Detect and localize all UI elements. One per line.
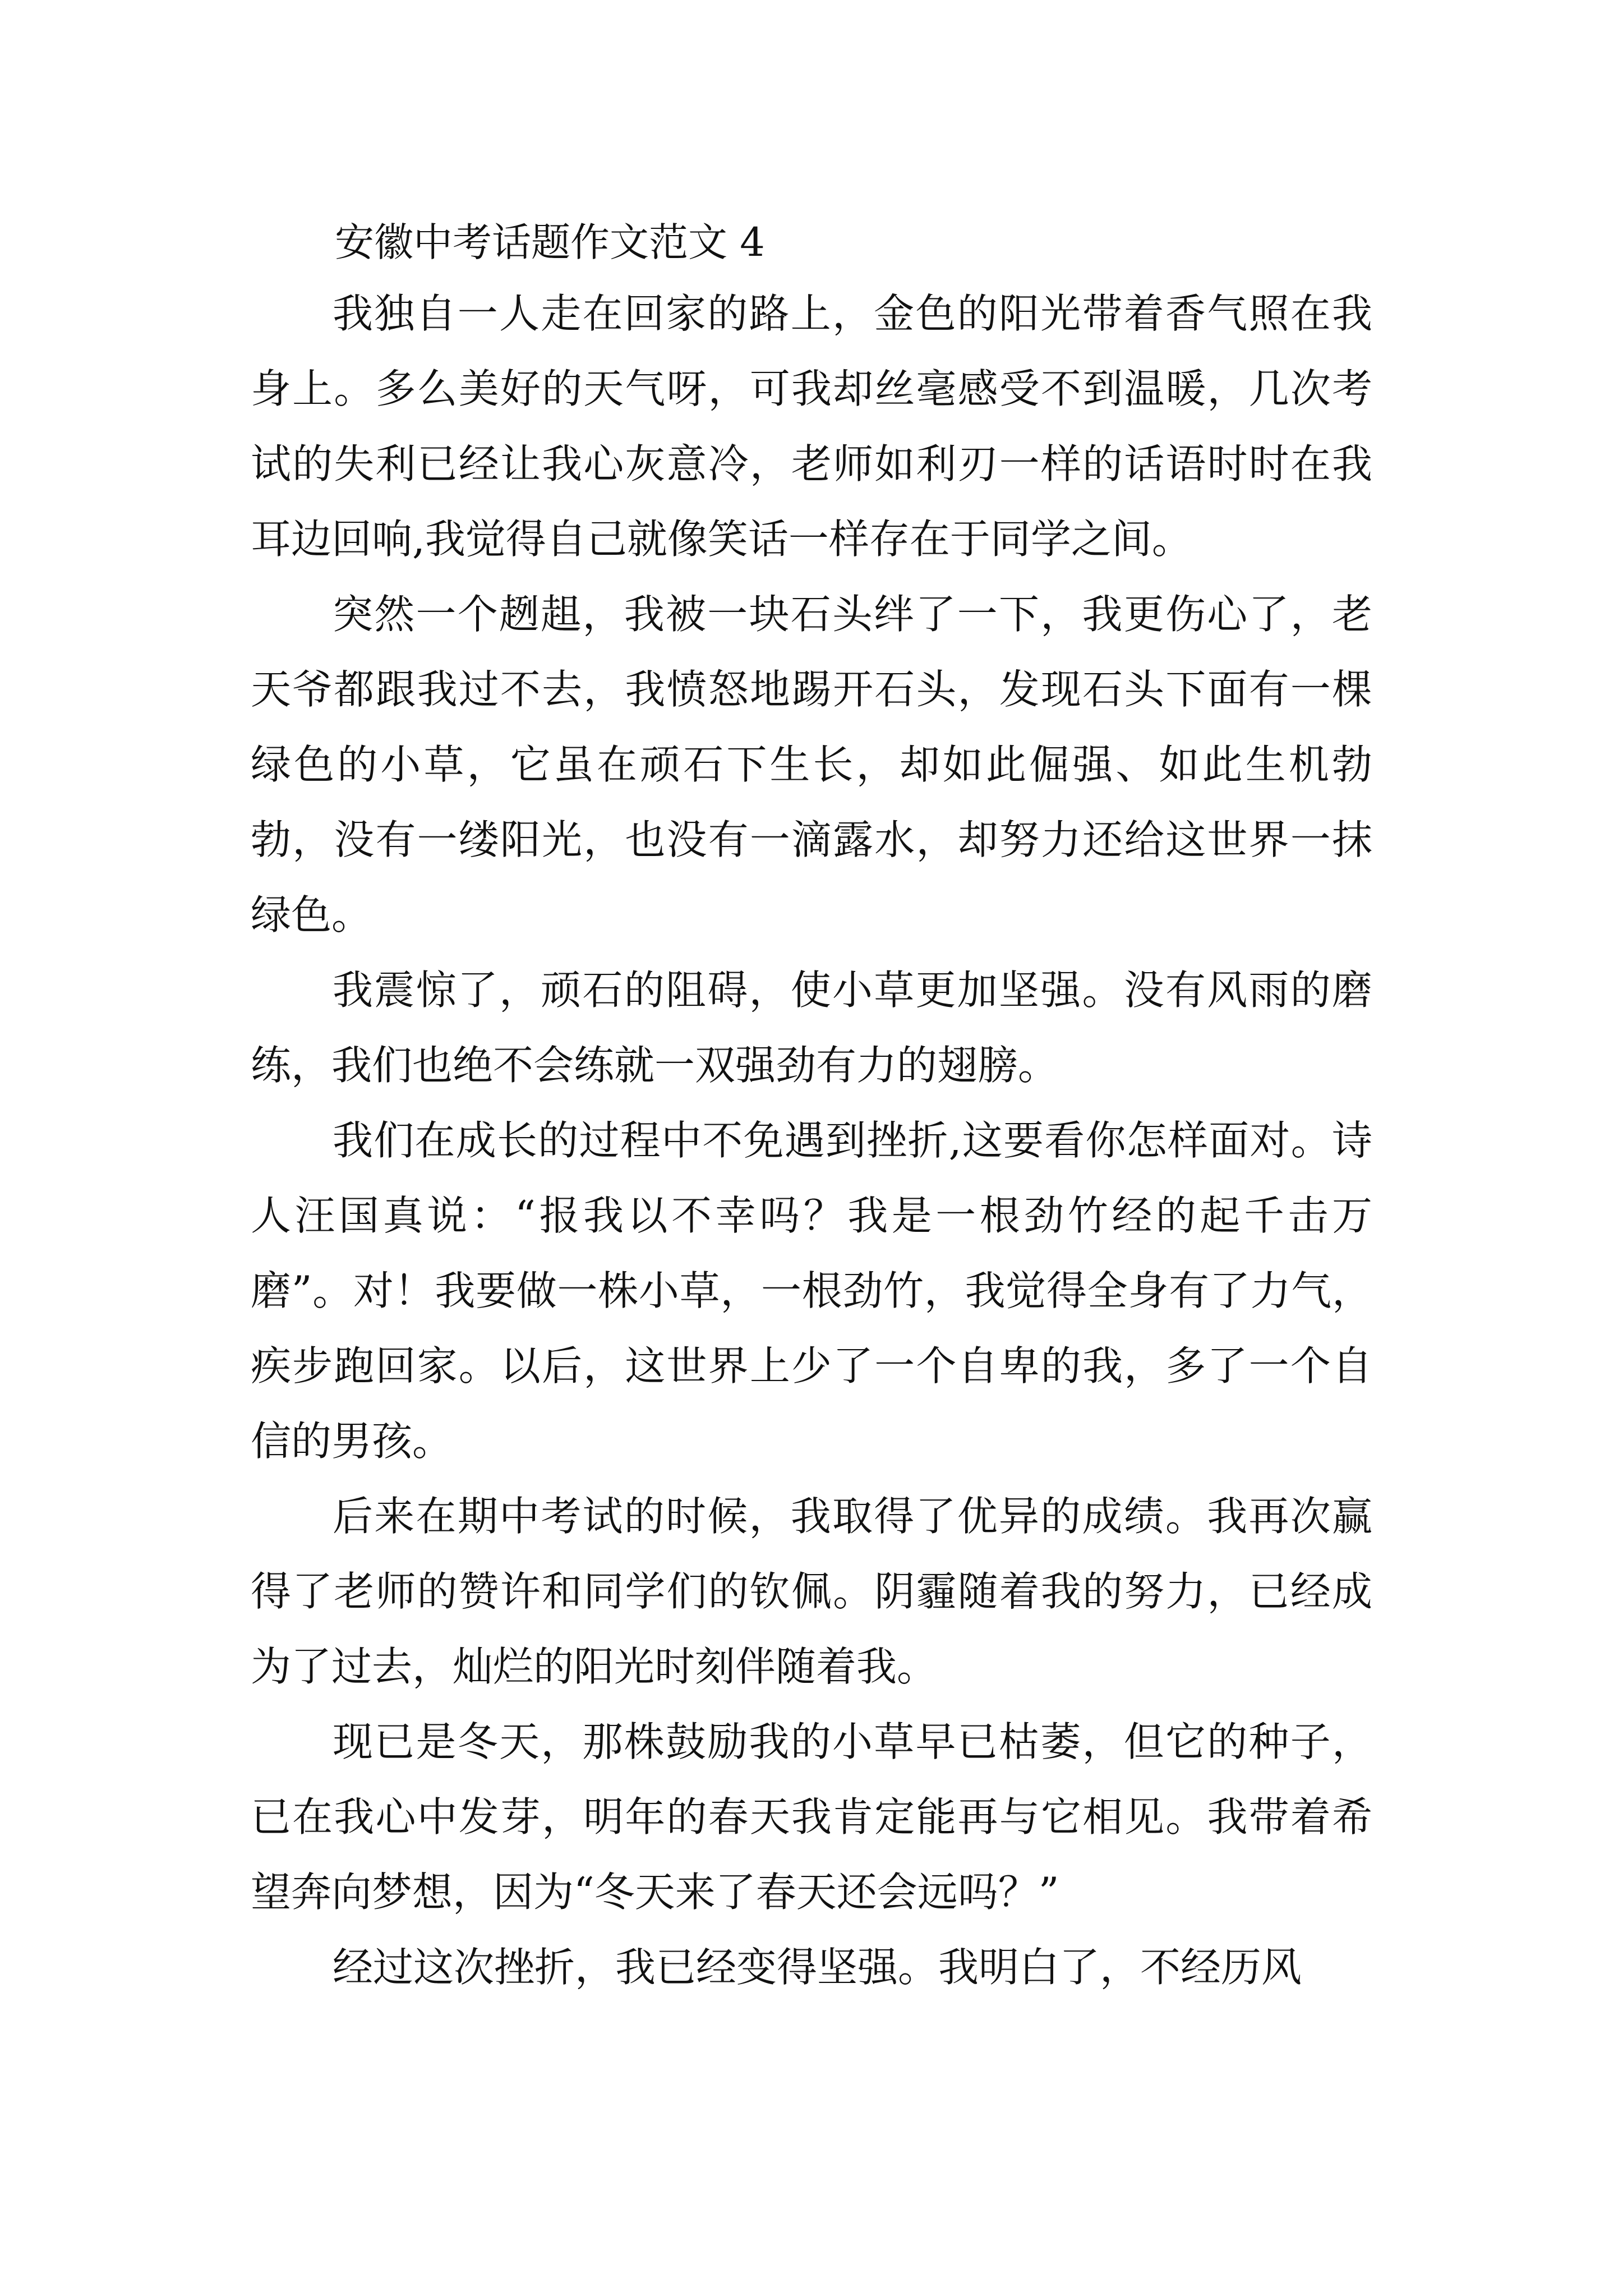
document-page bbox=[251, 209, 1372, 2005]
paragraph-4: 我们在成长的过程中不免遇到挫折,这要看你怎样面对。诗人汪国真说：“报我以不幸吗？我是一根劲竹经的起千击万磨”。对！我要做一株小草，一根劲竹，我觉得全身有了力气，疾步跑回家。以后，这世界上少了一个自卑的我，多了一个自信的男孩。 bbox=[251, 1117, 1372, 1465]
paragraph-1: 我独自一人走在回家的路上，金色的阳光带着香气照在我身上。多么美好的天气呀，可我却丝毫感受不到温暖，几次考试的失利已经让我心灰意冷，老师如利刃一样的话语时时在我耳边回响,我觉得自己就像笑话一样存在于同学之间。 bbox=[251, 290, 1372, 563]
paragraph-3: 我震惊了，顽石的阻碍，使小草更加坚强。没有风雨的磨练，我们也绝不会练就一双强劲有力的翅膀。 bbox=[251, 967, 1372, 1089]
paragraph-2: 突然一个趔趄，我被一块石头绊了一下，我更伤心了，老天爷都跟我过不去，我愤怒地踢开石头，发现石头下面有一棵绿色的小草，它虽在顽石下生长，却如此倔强、如此生机勃勃，没有一缕阳光，也没有一滴露水，却努力还给这世界一抹绿色。 bbox=[251, 591, 1372, 938]
paragraph-7: 经过这次挫折，我已经变得坚强。我明白了，不经历风 bbox=[333, 1944, 1302, 1991]
paragraph-6: 现已是冬天，那株鼓励我的小草早已枯萎，但它的种子，已在我心中发芽，明年的春天我肯定能再与它相见。我带着希望奔向梦想，因为“冬天来了春天还会远吗？” bbox=[251, 1718, 1372, 1916]
document-title: 安徽中考话题作文范文 4 bbox=[335, 219, 765, 265]
paragraph-5: 后来在期中考试的时候，我取得了优异的成绩。我再次赢得了老师的赞许和同学们的钦佩。阴霾随着我的努力，已经成为了过去，灿烂的阳光时刻伴随着我。 bbox=[251, 1493, 1372, 1690]
